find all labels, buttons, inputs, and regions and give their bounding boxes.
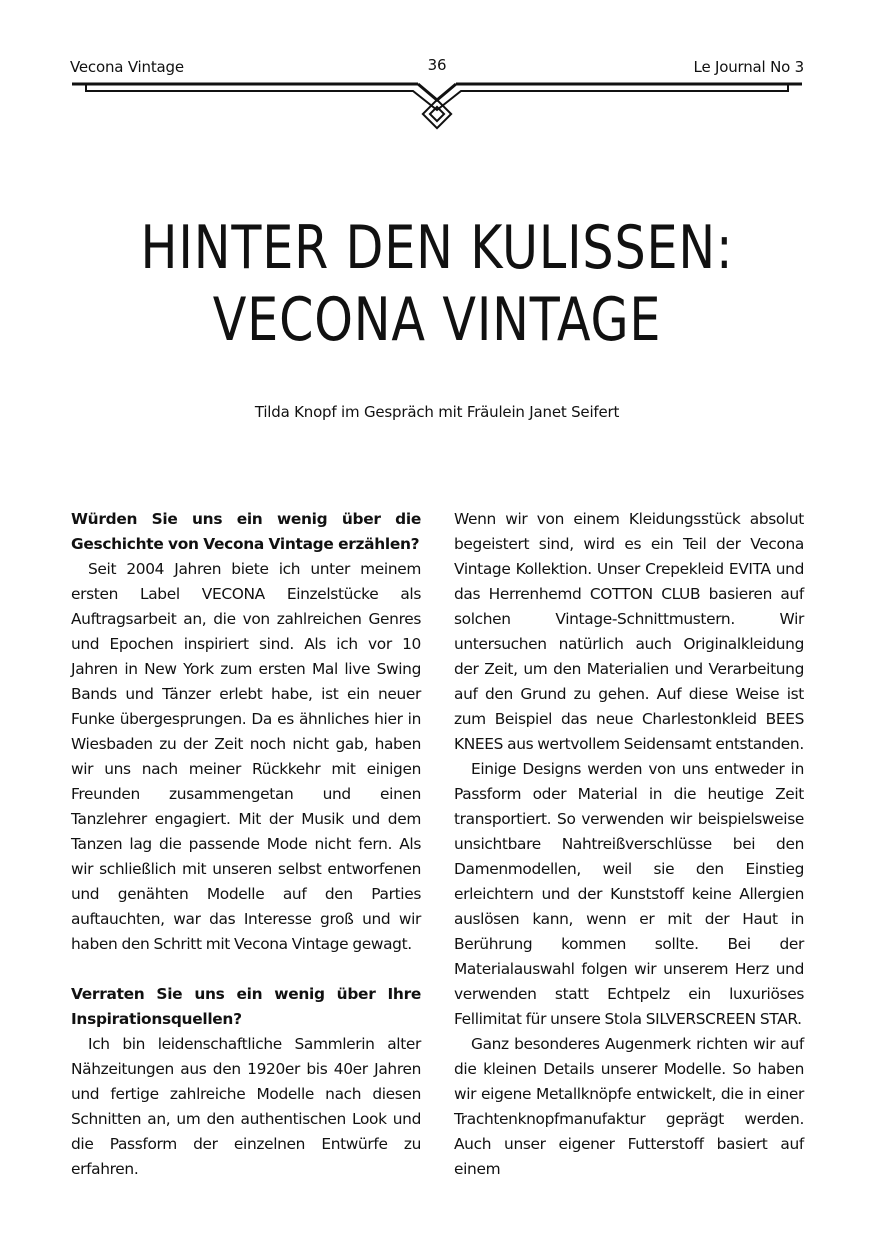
right-paragraph-2: Einige Designs werden von uns entweder in Passform oder Material in die heutige Zeit transportiert. So verwenden wir beispielsweise unsichtbare Nahtreißverschlüsse bei den Damenmodellen, weil sie den Einstieg erleichtern und der Kunststoff keine Allergien auslösen kann, wenn er mit der Haut in Berührung kommen sollte. Bei der Materialauswahl folgen wir unserem Herz und verwenden statt Echtpelz ein luxuriöses Fellimitat für unsere Stola SILVERSCREEN STAR. [454,760,804,1028]
right-paragraph-3: Ganz besonderes Augenmerk richten wir auf die kleinen Details unserer Modelle. So haben wir eigene Metallknöpfe entwickelt, die in einer Trachtenknopfmanufaktur geprägt werden. Auch unser eigener Futterstoff basiert auf einem [454,1035,804,1178]
article-title [79,212,796,356]
article-byline: Tilda Knopf im Gespräch mit Fräulein Janet Seifert [254,403,620,421]
right-paragraph-1: Wenn wir von einem Kleidungsstück absolut begeistert sind, wird es ein Teil der Vecona Vintage Kollektion. Unser Crepekleid EVITA und das Herrenhemd COTTON CLUB basieren auf solchen Vintage-Schnittmustern. Wir untersuchen natürlich auch Originalkleidung der Zeit, um den Materialien und Verarbeitung auf den Grund zu gehen. Auf diese Weise ist zum Beispiel das neue Charlestonkleid BEES KNEES aus wertvollem Seidensamt entstanden. [454,510,804,753]
right-column [454,507,804,1182]
article-title-line-1: HINTER DEN KULISSEN: [140,213,734,283]
article-title-line-2: VECONA VINTAGE [212,285,662,355]
page-number: 36 [427,56,447,74]
header-right-label: Le Journal No 3 [693,58,804,76]
header-left-label: Vecona Vintage [70,58,184,76]
left-column [71,507,421,1182]
question-2: Verraten Sie uns ein wenig über Ihre Inspirationsquellen? [71,985,421,1028]
question-1: Würden Sie uns ein wenig über die Geschichte von Vecona Vintage erzählen? [71,510,421,553]
art-deco-header-rule [0,76,874,136]
answer-1: Seit 2004 Jahren biete ich unter meinem ersten Label VECONA Einzelstücke als Auftragsarbeit an, die von zahlreichen Genres und Epochen inspiriert sind. Als ich vor 10 Jahren in New York zum ersten Mal live Swing Bands und Tänzer erlebt habe, ist ein neuer Funke übergesprungen. Da es ähnliches hier in Wiesbaden zu der Zeit noch nicht gab, haben wir uns nach meiner Rückkehr mit einigen Freunden zusammengetan und einen Tanzlehrer engagiert. Mit der Musik und dem Tanzen lag die passende Mode nicht fern. Als wir schließlich mit unseren selbst entworfenen und genähten Modelle auf den Parties auftauchten, war das Interesse groß und wir haben den Schritt mit Vecona Vintage gewagt. [71,560,421,953]
answer-2: Ich bin leidenschaftliche Sammlerin alter Nähzeitungen aus den 1920er bis 40er Jahren und fertige zahlreiche Modelle nach diesen Schnitten an, um den authentischen Look und die Passform der einzelnen Entwürfe zu erfahren. [71,1035,421,1178]
